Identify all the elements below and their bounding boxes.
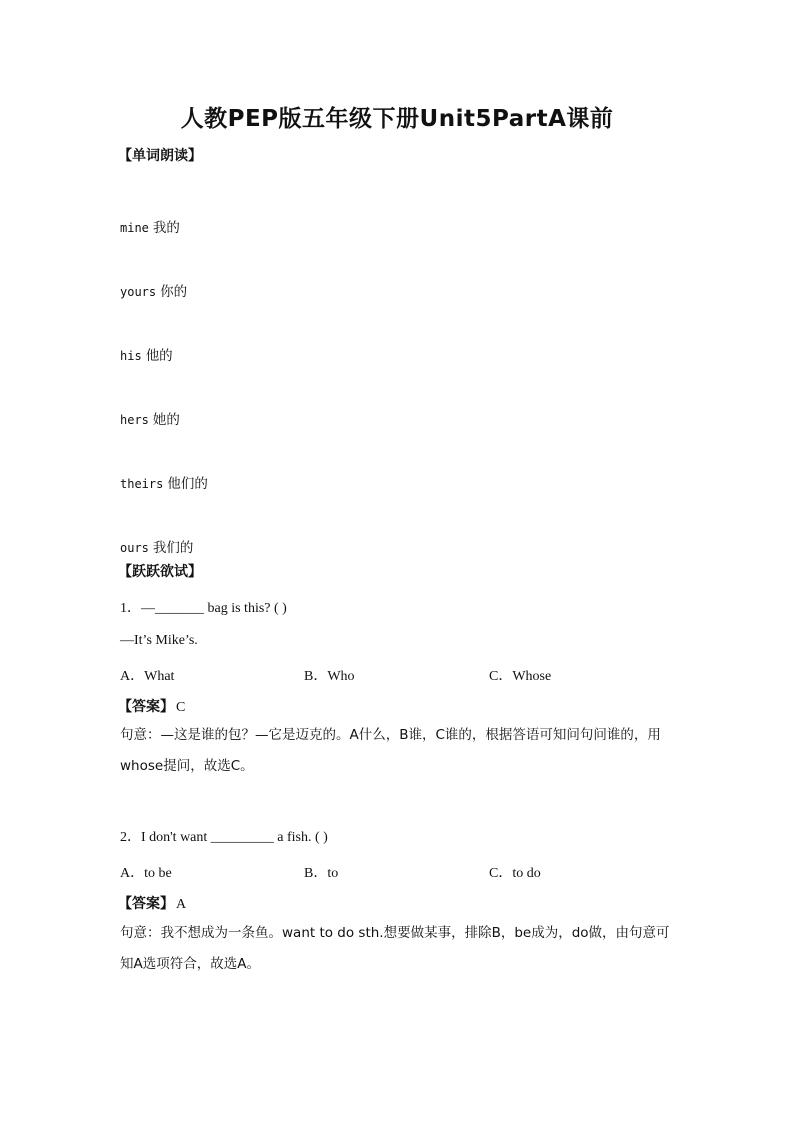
question-2-option-c: C．to do: [489, 866, 541, 881]
vocab-english: theirs: [120, 477, 164, 491]
section-heading-try: 【跃跃欲试】: [118, 564, 202, 580]
question-1-option-a: A．What: [120, 669, 175, 684]
question-1-explanation: 句意：—这是谁的包？—它是迈克的。A什么，B谁，C谁的，根据答语可知问句问谁的，用whose提问，故选C。: [120, 727, 661, 774]
vocab-chinese: 他们的: [167, 476, 208, 492]
vocab-item: [120, 280, 187, 300]
vocab-chinese: 他的: [145, 348, 173, 364]
vocab-item: [120, 408, 180, 428]
vocab-english: his: [120, 349, 142, 363]
question-2-option-a: A．to be: [120, 866, 172, 881]
question-1-option-b: B．Who: [304, 669, 355, 684]
answer-label: 【答案】: [118, 896, 174, 912]
question-2-option-b: B．to: [304, 866, 339, 881]
question-2-explanation: 句意：我不想成为一条鱼。want to do sth.想要做某事，排除B，be成为，do做，由句意可知A选项符合，故选A。: [120, 925, 670, 972]
vocab-english: mine: [120, 221, 149, 235]
vocab-english: ours: [120, 541, 149, 555]
vocab-english: yours: [120, 285, 157, 299]
vocab-chinese: 你的: [160, 284, 188, 300]
question-1-stem: 1．—_______ bag is this? ( ): [120, 601, 287, 616]
vocab-chinese: 我的: [152, 220, 180, 236]
vocab-chinese: 她的: [152, 412, 180, 428]
vocab-item: [120, 344, 173, 364]
vocab-item: [120, 536, 193, 556]
vocab-chinese: 我们的: [152, 540, 194, 556]
question-1-reply: —It’s Mike’s.: [120, 633, 198, 648]
answer-value: C: [176, 700, 186, 715]
question-2-answer: [118, 893, 186, 913]
question-1-answer: [118, 696, 185, 716]
question-1-option-c: C．Whose: [489, 669, 552, 684]
answer-label: 【答案】: [118, 699, 174, 715]
answer-value: A: [176, 897, 187, 912]
document-title: 人教PEP版五年级下册Unit5PartA课前: [180, 106, 614, 132]
vocab-item: [120, 216, 180, 236]
section-heading-reading: 【单词朗读】: [118, 148, 202, 164]
vocab-item: [120, 472, 208, 492]
question-2-stem: 2．I don't want _________ a fish. ( ): [120, 830, 328, 845]
vocab-english: hers: [120, 413, 149, 427]
